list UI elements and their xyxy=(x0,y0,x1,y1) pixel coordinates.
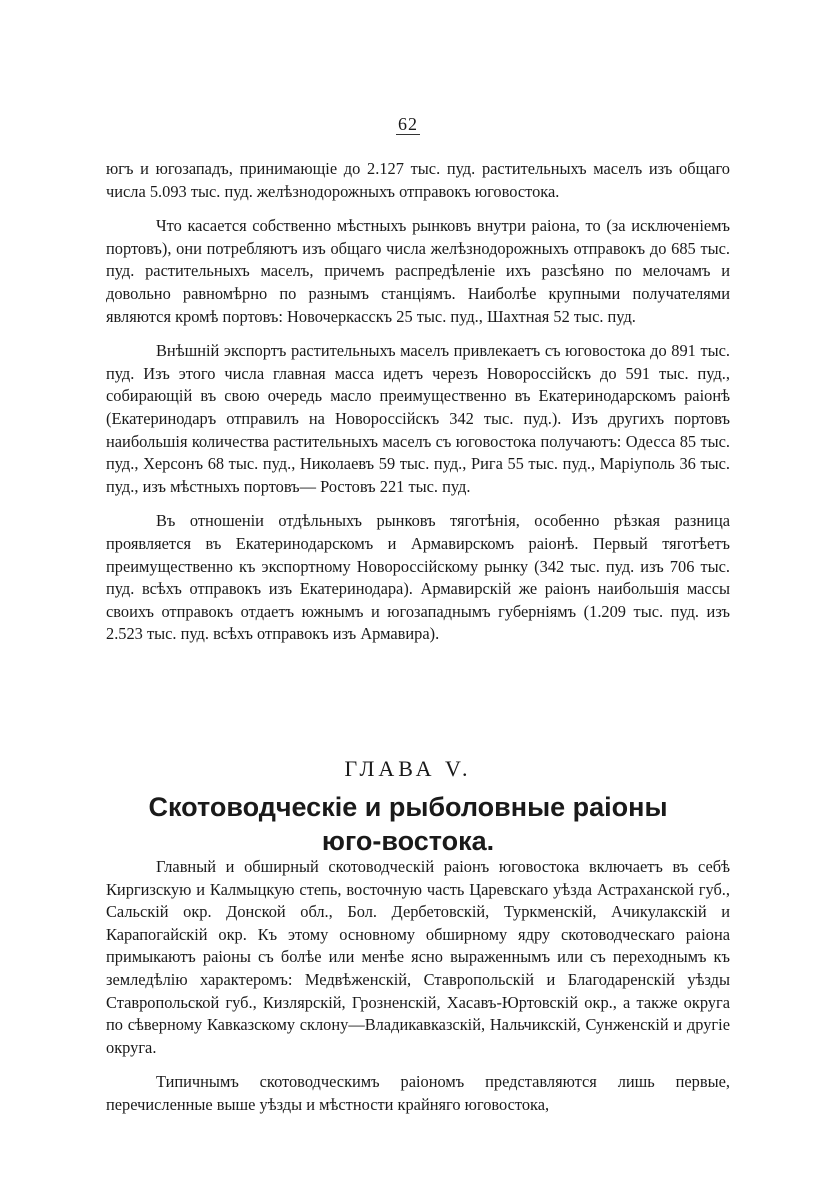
chapter-title xyxy=(0,790,816,858)
body-text-section xyxy=(106,158,730,658)
chapter-body-text xyxy=(106,856,730,1129)
page-number-text: 62 xyxy=(398,114,418,134)
chapter-title-line-2: юго-востока. xyxy=(321,826,495,856)
chapter-label: ГЛАВА V. xyxy=(344,756,472,781)
paragraph-local-markets: Что касается собственно мѣстныхъ рынковъ внутри раіона, то (за исключеніемъ портовъ), они потребляютъ изъ общаго числа желѣзнодорожныхъ отправокъ до 685 тыс. пуд. растительныхъ маселъ, причемъ распредѣленіе ихъ разсѣяно по мелочамъ и довольно равномѣрно по разнымъ станціямъ. Наиболѣе крупными получателями являются кромѣ портовъ: Новочеркасскъ 25 тыс. пуд., Шахтная 52 тыс. пуд. xyxy=(106,216,730,326)
paragraph-export: Внѣшній экспортъ растительныхъ маселъ привлекаетъ съ юговостока до 891 тыс. пуд. Изъ этого числа главная масса идетъ черезъ Новороссійскъ до 591 тыс. пуд., собирающій въ свою очередь масло преимущественно въ Екатеринодарскомъ раіонѣ (Екатеринодаръ отправилъ на Новороссійскъ 342 тыс. пуд.). Изъ другихъ портовъ наибольшія количества растительныхъ маселъ съ юговостока получаютъ: Одесса 85 тыс. пуд., Херсонъ 68 тыс. пуд., Николаевъ 59 тыс. пуд., Рига 55 тыс. пуд., Маріуполь 36 тыс. пуд., изъ мѣстныхъ портовъ— Ростовъ 221 тыс. пуд. xyxy=(106,341,730,496)
paragraph-continuation: югъ и югозападъ, принимающіе до 2.127 тыс. пуд. растительныхъ маселъ изъ общаго числа 5.093 тыс. пуд. желѣзнодорожныхъ отправокъ юговостока. xyxy=(106,159,730,201)
paragraph-livestock-regions: Главный и обширный скотоводческій раіонъ юговостока включаетъ въ себѣ Киргизскую и Калмыцкую степь, восточную часть Царевскаго уѣзда Астраханской губ., Сальскій окр. Донской обл., Бол. Дербетовскій, Туркменскій, Ачикулакскій и Карапогайскій окр. Къ этому основному обширному ядру скотоводческаго раіона примыкаютъ раіоны съ болѣе или менѣе ясно выраженнымъ или съ переходнымъ къ земледѣлію характеромъ: Медвѣженскій, Ставропольскій и Благодаренскій уѣзды Ставропольской губ., Кизлярскій, Грозненскій, Хасавъ-Юртовскій окр., а также округа по сѣверному Кавказскому склону—Владикавказскій, Нальчикскій, Сунженскій и другіе округа. xyxy=(106,857,730,1057)
paragraph-typical-region: Типичнымъ скотоводческимъ раіономъ представляются лишь первые, перечисленные выше уѣзды и мѣстности крайняго юговостока, xyxy=(106,1072,730,1114)
page-number xyxy=(0,114,816,135)
chapter-title-line-1: Скотоводческіе и рыболовные раіоны xyxy=(148,792,668,822)
paragraph-market-gravitation: Въ отношеніи отдѣльныхъ рынковъ тяготѣнія, особенно рѣзкая разница проявляется въ Екатеринодарскомъ и Армавирскомъ раіонѣ. Первый тяготѣетъ преимущественно къ экспортному Новороссійскому рынку (342 тыс. пуд. изъ 706 тыс. пуд. всѣхъ отправокъ изъ Екатеринодара). Армавирскій же раіонъ наибольшія массы своихъ отправокъ отдаетъ южнымъ и югозападнымъ губерніямъ (1.209 тыс. пуд. изъ 2.523 тыс. пуд. всѣхъ отправокъ изъ Армавира). xyxy=(106,511,730,644)
